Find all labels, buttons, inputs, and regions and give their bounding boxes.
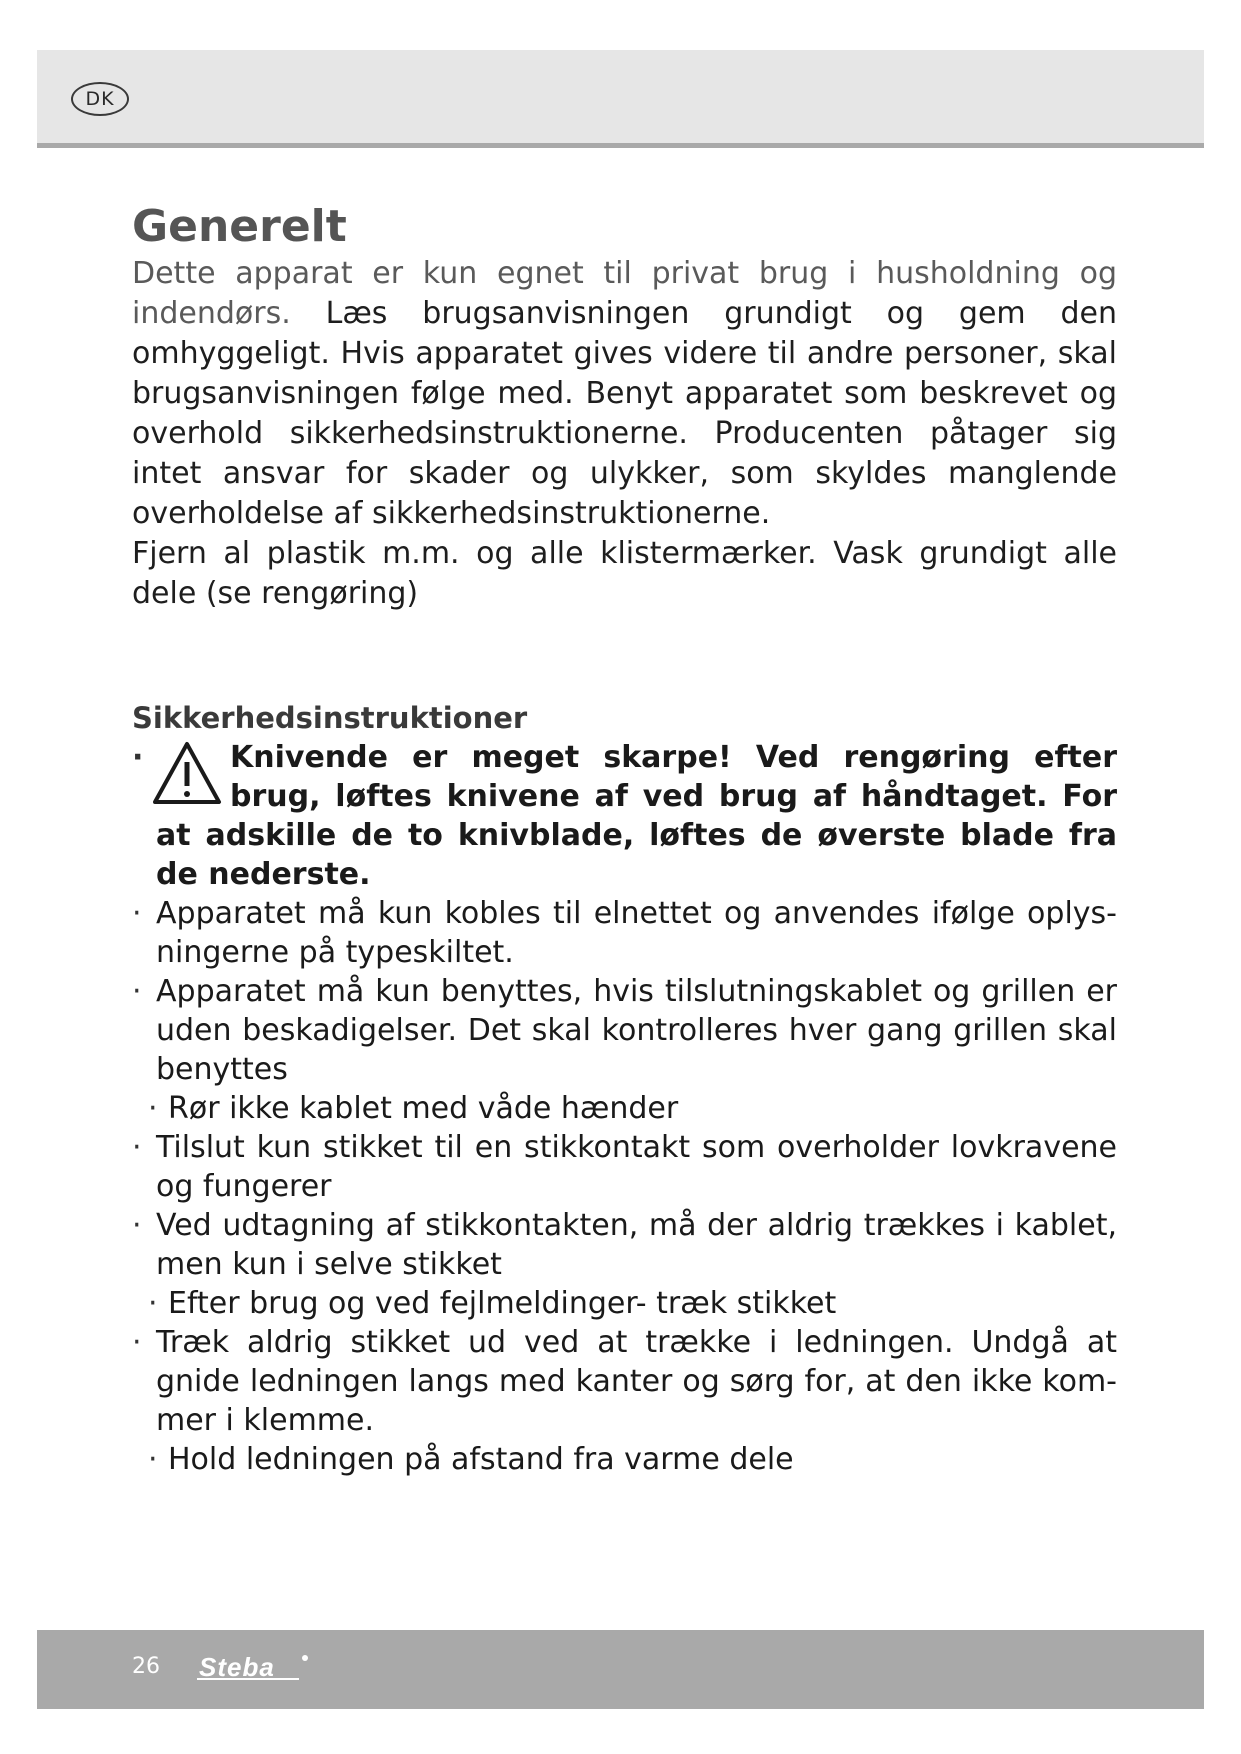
safety-item-text: Tilslut kun stikket til en stikkontakt som overholder lovkravene og fungerer bbox=[156, 1130, 1117, 1204]
bullet: · bbox=[132, 1325, 142, 1360]
safety-item-text: Apparatet må kun kobles til elnettet og anvendes ifølge oplys-ningerne på typeskiltet. bbox=[156, 896, 1117, 970]
bullet: · bbox=[148, 1286, 158, 1321]
bullet: · bbox=[132, 740, 144, 775]
safety-item-text: Efter brug og ved fejlmeldinger- træk stikket bbox=[168, 1286, 837, 1321]
safety-warning-item bbox=[132, 738, 1117, 894]
safety-item bbox=[132, 1323, 1117, 1440]
language-badge: DK bbox=[71, 82, 129, 116]
section-title-safety: Sikkerhedsinstruktioner bbox=[132, 701, 528, 735]
safety-item bbox=[132, 894, 1117, 972]
safety-item-text: Rør ikke kablet med våde hænder bbox=[168, 1091, 679, 1126]
general-paragraph-2: Fjern al plastik m.m. og alle klistermærker. Vask grundigt alle dele (se rengøring) bbox=[132, 536, 1117, 611]
steba-logo bbox=[195, 1650, 315, 1686]
bullet: · bbox=[148, 1442, 158, 1477]
bullet: · bbox=[132, 1208, 142, 1243]
safety-item-text: Træk aldrig stikket ud ved at trække i ledningen. Undgå at gnide ledningen langs med kanter og sørg for, at den ikke kom-mer i klemme. bbox=[156, 1325, 1117, 1438]
section-title-general: Generelt bbox=[132, 201, 347, 252]
general-paragraph-1 bbox=[132, 254, 1117, 534]
page-number: 26 bbox=[132, 1654, 160, 1679]
safety-item-text: Hold ledningen på afstand fra varme dele bbox=[168, 1442, 794, 1477]
main-content bbox=[132, 200, 1117, 1479]
safety-item bbox=[132, 1089, 1117, 1128]
bullet: · bbox=[132, 974, 142, 1009]
safety-item bbox=[132, 1206, 1117, 1284]
brand-logo-text: Steba bbox=[199, 1652, 275, 1682]
safety-item bbox=[132, 1284, 1117, 1323]
bullet: · bbox=[148, 1091, 158, 1126]
safety-item bbox=[132, 1128, 1117, 1206]
safety-item-text: Ved udtagning af stikkontakten, må der aldrig trækkes i kablet, men kun i selve stikket bbox=[156, 1208, 1117, 1282]
bullet: · bbox=[132, 1130, 142, 1165]
general-paragraph-1-rest: Læs brugsanvisningen grundigt og gem den omhyggeligt. Hvis apparatet gives videre til andre personer, skal brugsanvisningen følge med. Benyt apparatet som beskrevet og overhold sikkerhedsinstruktionerne. Producenten påtager sig intet ansvar for skader og ulykker, som skyldes manglende overholdelse af sikkerhedsinstruktionerne. bbox=[132, 296, 1117, 531]
bullet: · bbox=[132, 896, 142, 931]
safety-item bbox=[132, 1440, 1117, 1479]
warning-triangle-icon bbox=[152, 740, 222, 806]
general-paragraph-1-intro: Dette apparat er kun egnet til privat brug i husholdning og indendørs. bbox=[132, 256, 1117, 331]
safety-list bbox=[132, 738, 1117, 1479]
safety-item bbox=[132, 972, 1117, 1089]
footer-band bbox=[37, 1630, 1204, 1709]
safety-item-text: Apparatet må kun benyttes, hvis tilslutningskablet og grillen er uden beskadigelser. Det skal kontrolleres hver gang grillen skal benyttes bbox=[156, 974, 1117, 1087]
safety-warning-text: Knivende er meget skarpe! Ved rengøring efter brug, løftes knivene af ved brug af håndtaget. For at adskille de to knivblade, løftes de øverste blade fra de nederste. bbox=[156, 740, 1117, 892]
header-band bbox=[37, 50, 1204, 148]
